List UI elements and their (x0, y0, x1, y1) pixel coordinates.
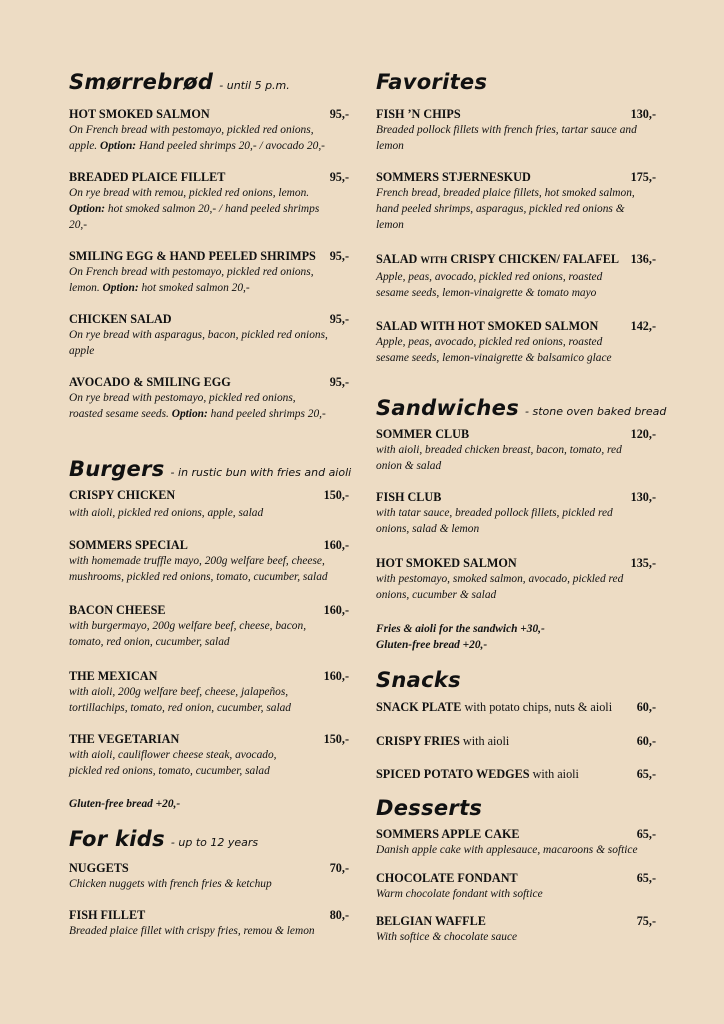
item-description: Apple, peas, avocado, pickled red onions, roasted sesame seeds, lemon-vinaigrette & balsamico glace (376, 336, 612, 364)
menu-item-sommers-apple-cake: SOMMERS APPLE CAKE 65,- Danish apple cake with applesauce, macaroons & softice (376, 827, 656, 856)
menu-item-sommers-stjerneskud: SOMMERS STJERNESKUD 175,- French bread, breaded plaice fillets, hot smoked salmon, hand peeled shrimps, asparagus, pickled red onions & lemon (376, 170, 656, 231)
kids-heading: For kids - up to 12 years (69, 827, 259, 851)
menu-item-chicken-salad: CHICKEN SALAD 95,- On rye bread with asparagus, bacon, pickled red onions, apple (69, 312, 349, 357)
item-description: with aioli, pickled red onions, apple, salad (69, 507, 264, 519)
item-description: Breaded pollock fillets with french fries, tartar sauce and lemon (376, 124, 637, 152)
favorites-heading: Favorites (376, 70, 488, 94)
menu-item-fish-club: FISH CLUB 130,- with tatar sauce, breaded pollock fillets, pickled red onions, salad & lemon (376, 490, 656, 535)
snacks-heading: Snacks (376, 668, 461, 692)
item-description: with aioli, breaded chicken breast, bacon, tomato, red onion & salad (376, 444, 622, 472)
menu-item-the-vegetarian: THE VEGETARIAN 150,- with aioli, cauliflower cheese steak, avocado, pickled red onions, tomato, cucumber, salad (69, 732, 349, 777)
menu-item-smiling-egg-shrimps: SMILING EGG & HAND PEELED SHRIMPS 95,- On French bread with pestomayo, pickled red onions, lemon. Option: hot smoked salmon 20,- (69, 249, 349, 294)
desserts-heading: Desserts (376, 796, 483, 820)
menu-item-chocolate-fondant: CHOCOLATE FONDANT 65,- Warm chocolate fondant with softice (376, 871, 656, 900)
menu-item-spiced-potato-wedges: SPICED POTATO WEDGES with aioli 65,- (376, 767, 656, 781)
burgers-heading: Burgers - in rustic bun with fries and aioli (69, 457, 352, 481)
item-description: On French bread with pestomayo, pickled red onions, lemon. Option: hot smoked salmon 20,- (69, 266, 314, 294)
item-description: with burgermayo, 200g welfare beef, cheese, bacon, tomato, red onion, cucumber, salad (69, 620, 307, 648)
item-description: with aioli, cauliflower cheese steak, avocado, pickled red onions, tomato, cucumber, salad (69, 749, 277, 777)
item-description: On rye bread with asparagus, bacon, pickled red onions, apple (69, 329, 328, 357)
menu-item-sommers-special: SOMMERS SPECIAL 160,- with homemade truffle mayo, 200g welfare beef, cheese, mushrooms, pickled red onions, tomato, cucumber, salad (69, 538, 349, 583)
menu-item-sommer-club: SOMMER CLUB 120,- with aioli, breaded chicken breast, bacon, tomato, red onion & salad (376, 427, 656, 472)
menu-item-bacon-cheese: BACON CHEESE 160,- with burgermayo, 200g welfare beef, cheese, bacon, tomato, red onion, cucumber, salad (69, 603, 349, 648)
menu-item-salad-crispy-chicken-falafel: SALAD WITH CRISPY CHICKEN/ FALAFEL 136,- Apple, peas, avocado, pickled red onions, roasted sesame seeds, lemon-vinaigrette & tomato mayo (376, 252, 656, 299)
item-description: with aioli, 200g welfare beef, cheese, jalapeños, tortillachips, tomato, red onion, cucumber, salad (69, 686, 291, 714)
menu-item-hot-smoked-salmon: HOT SMOKED SALMON 95,- On French bread with pestomayo, pickled red onions, apple. Option: Hand peeled shrimps 20,- / avocado 20,- (69, 107, 349, 152)
item-description: Apple, peas, avocado, pickled red onions, roasted sesame seeds, lemon-vinaigrette & tomato mayo (376, 271, 603, 299)
item-description: With softice & chocolate sauce (376, 931, 518, 943)
smorrebrod-heading: Smørrebrød - until 5 p.m. (69, 70, 290, 94)
menu-item-crispy-chicken: CRISPY CHICKEN 150,- with aioli, pickled red onions, apple, salad (69, 488, 349, 519)
menu-item-breaded-plaice-fillet: BREADED PLAICE FILLET 95,- On rye bread with remou, pickled red onions, lemon. Option: hot smoked salmon 20,- / hand peeled shrimps 20,- (69, 170, 349, 231)
menu-item-hot-smoked-salmon-sandwich: HOT SMOKED SALMON 135,- with pestomayo, smoked salmon, avocado, pickled red onions, cucumber & salad (376, 556, 656, 601)
item-description: with homemade truffle mayo, 200g welfare beef, cheese, mushrooms, pickled red onions, tomato, cucumber, salad (69, 555, 328, 583)
menu-item-fish-n-chips: FISH ’N CHIPS 130,- Breaded pollock fillets with french fries, tartar sauce and lemon (376, 107, 656, 152)
menu-item-the-mexican: THE MEXICAN 160,- with aioli, 200g welfare beef, cheese, jalapeños, tortillachips, tomato, red onion, cucumber, salad (69, 669, 349, 714)
item-description: with tatar sauce, breaded pollock fillets, pickled red onions, salad & lemon (376, 507, 613, 535)
sandwich-gluten-free-note: Gluten-free bread +20,- (376, 639, 488, 651)
menu-item-crispy-fries: CRISPY FRIES with aioli 60,- (376, 734, 656, 748)
burgers-gluten-free-note: Gluten-free bread +20,- (69, 798, 181, 810)
menu-item-nuggets: NUGGETS 70,- Chicken nuggets with french fries & ketchup (69, 861, 349, 890)
menu-item-belgian-waffle: BELGIAN WAFFLE 75,- With softice & chocolate sauce (376, 914, 656, 943)
item-description: Danish apple cake with applesauce, macaroons & softice (376, 844, 638, 856)
item-description: Breaded plaice fillet with crispy fries, remou & lemon (69, 925, 315, 937)
menu-item-snack-plate: SNACK PLATE with potato chips, nuts & aioli 60,- (376, 700, 656, 714)
menu-item-salad-hot-smoked-salmon: SALAD WITH HOT SMOKED SALMON 142,- Apple, peas, avocado, pickled red onions, roasted sesame seeds, lemon-vinaigrette & balsamico glace (376, 319, 656, 364)
item-description: On rye bread with remou, pickled red onions, lemon. Option: hot smoked salmon 20,- / hand peeled shrimps 20,- (69, 187, 320, 231)
item-description: Chicken nuggets with french fries & ketchup (69, 878, 272, 890)
item-description: On rye bread with pestomayo, pickled red onions, roasted sesame seeds. Option: hand peeled shrimps 20,- (69, 392, 326, 420)
menu-item-avocado-smiling-egg: AVOCADO & SMILING EGG 95,- On rye bread with pestomayo, pickled red onions, roasted sesame seeds. Option: hand peeled shrimps 20,- (69, 375, 349, 420)
item-description: with pestomayo, smoked salmon, avocado, pickled red onions, cucumber & salad (376, 573, 624, 601)
sandwiches-heading: Sandwiches - stone oven baked bread (376, 396, 667, 420)
item-description: Warm chocolate fondant with softice (376, 888, 543, 900)
sandwich-fries-note: Fries & aioli for the sandwich +30,- (376, 623, 545, 635)
menu-item-fish-fillet: FISH FILLET 80,- Breaded plaice fillet with crispy fries, remou & lemon (69, 908, 349, 937)
item-description: French bread, breaded plaice fillets, hot smoked salmon, hand peeled shrimps, asparagus, pickled red onions & lemon (376, 187, 635, 231)
item-description: On French bread with pestomayo, pickled red onions, apple. Option: Hand peeled shrimps 20,- / avocado 20,- (69, 124, 325, 152)
